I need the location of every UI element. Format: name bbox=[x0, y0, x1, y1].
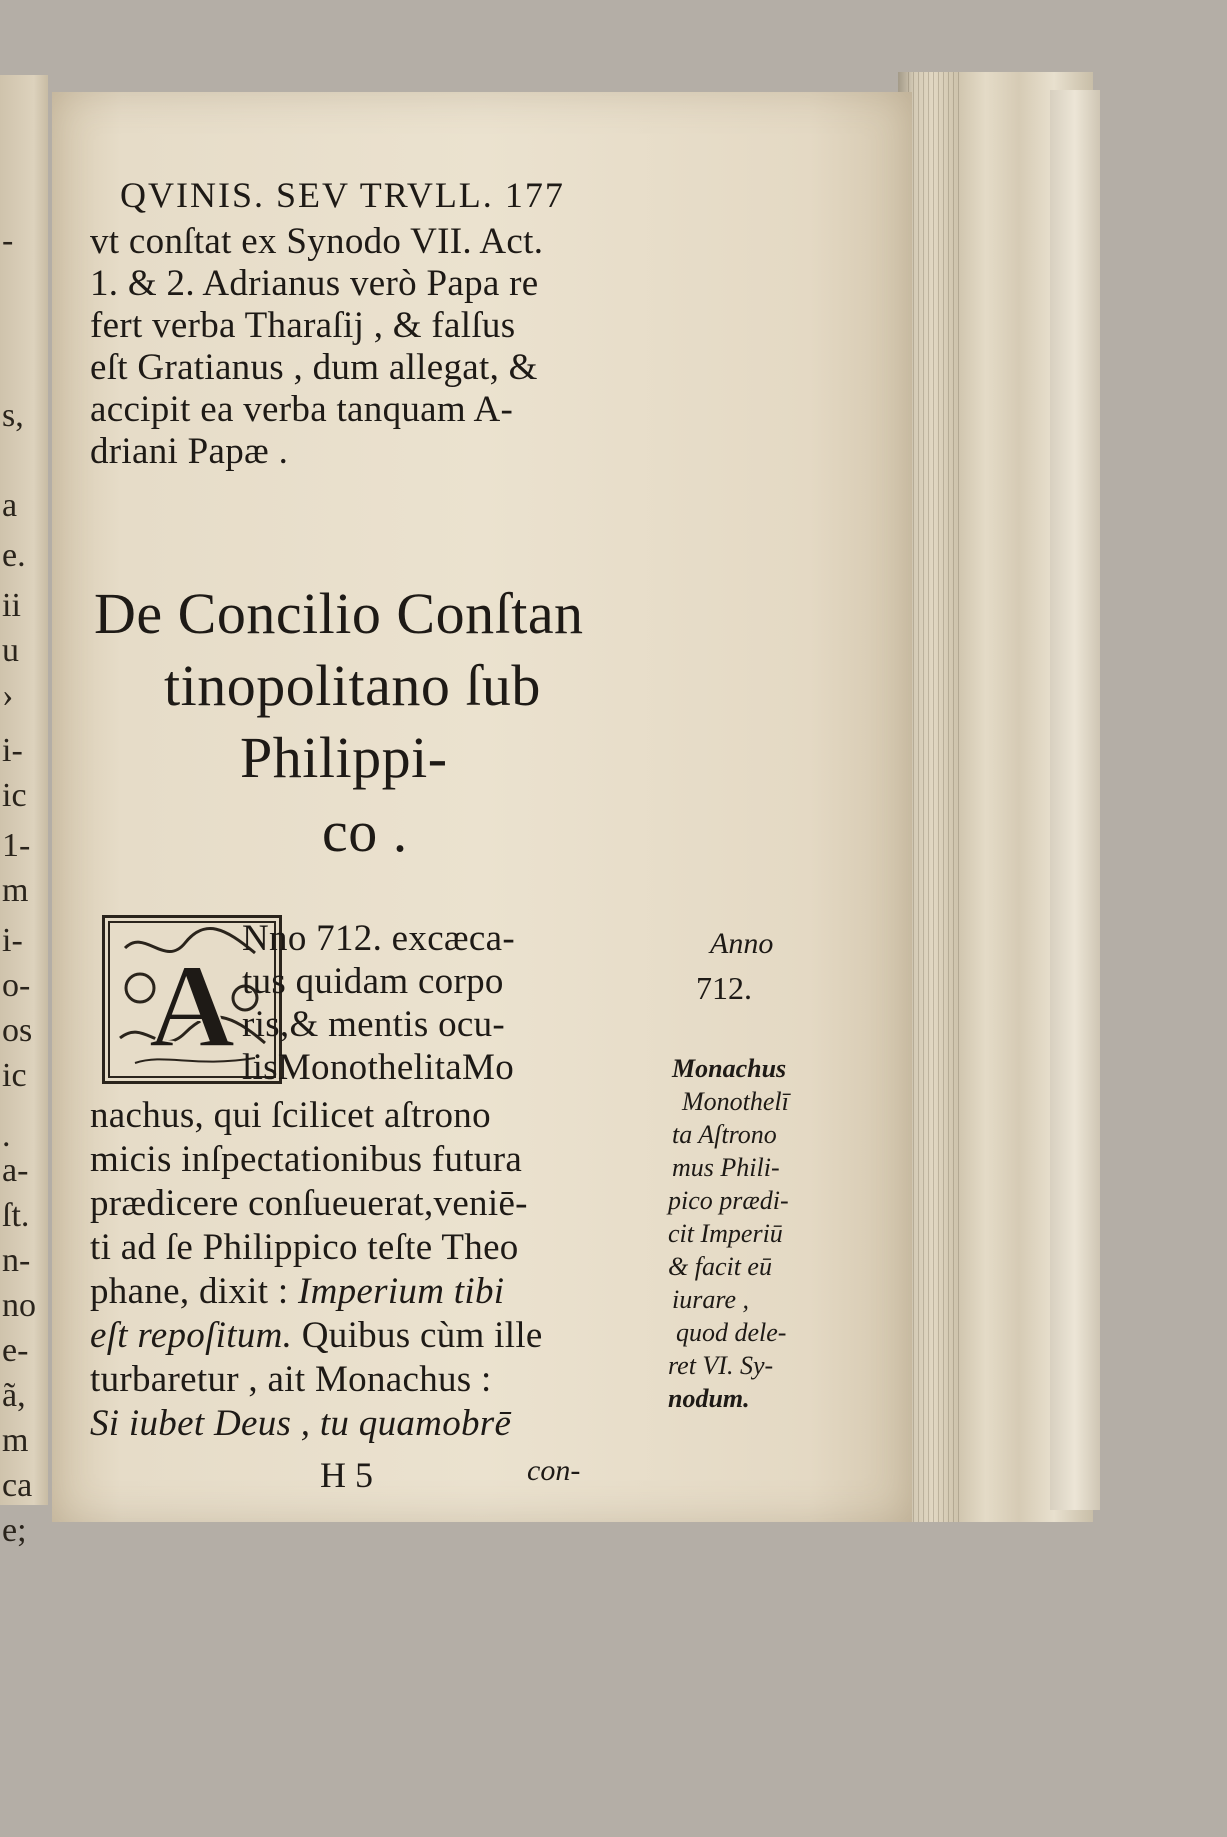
text-line: accipit ea verba tanquam A- bbox=[90, 389, 514, 430]
margin-char: e; bbox=[2, 1512, 27, 1549]
margin-char: no bbox=[2, 1287, 36, 1324]
catchword: con- bbox=[527, 1454, 581, 1487]
book-cover-edge bbox=[1050, 90, 1100, 1510]
marginal-line: nodum. bbox=[668, 1384, 750, 1413]
margin-char: m bbox=[2, 872, 29, 909]
margin-char: a- bbox=[2, 1152, 29, 1189]
margin-char: u bbox=[2, 632, 19, 669]
margin-char: ic bbox=[2, 777, 27, 814]
text-line: micis inſpectationibus futura bbox=[90, 1139, 523, 1180]
marginal-line: & facit eū bbox=[668, 1252, 772, 1281]
margin-char: e- bbox=[2, 1332, 29, 1369]
text-line: turbaretur , ait Monachus : bbox=[90, 1359, 492, 1400]
margin-char: ca bbox=[2, 1467, 33, 1504]
marginal-line: pico prædi- bbox=[668, 1186, 789, 1215]
italic-quote: eſt repoſitum. bbox=[90, 1315, 293, 1356]
margin-char: os bbox=[2, 1012, 33, 1049]
heading-line: co . bbox=[322, 799, 408, 864]
text-line: 1. & 2. Adrianus verò Papa re bbox=[90, 263, 539, 304]
text-line: nachus, qui ſcilicet aſtrono bbox=[90, 1095, 491, 1136]
text-line: lisMonothelitaMo bbox=[242, 1047, 515, 1088]
margin-char: ii bbox=[2, 587, 21, 624]
text-span: Quibus cùm ille bbox=[301, 1315, 543, 1356]
marginal-line: Monothelī bbox=[682, 1087, 789, 1116]
margin-char: n- bbox=[2, 1242, 31, 1279]
margin-char: o- bbox=[2, 967, 31, 1004]
marginal-line: ta Aſtrono bbox=[672, 1120, 777, 1149]
text-line: fert verba Tharaſij , & falſus bbox=[90, 305, 516, 346]
page-number: 177 bbox=[504, 175, 565, 215]
text-line: eſt Gratianus , dum allegat, & bbox=[90, 347, 538, 388]
margin-char: 1- bbox=[2, 827, 31, 864]
text-line: prædicere conſueuerat,veniē- bbox=[90, 1183, 528, 1224]
marginal-line: Anno bbox=[710, 927, 774, 960]
text-line: ti ad ſe Philippico teſte Theo bbox=[90, 1227, 519, 1268]
book-page bbox=[52, 92, 912, 1522]
marginal-line: 712. bbox=[696, 970, 752, 1006]
margin-char: m bbox=[2, 1422, 29, 1459]
text-line: tus quidam corpo bbox=[242, 961, 504, 1002]
marginal-line: cit Imperiū bbox=[668, 1219, 783, 1248]
margin-char: . bbox=[2, 1117, 11, 1154]
margin-char: ã, bbox=[2, 1377, 26, 1414]
marginal-line: Monachus bbox=[672, 1054, 787, 1083]
marginal-line: quod dele- bbox=[676, 1318, 787, 1347]
text-line bbox=[90, 1270, 504, 1313]
margin-char: › bbox=[2, 677, 14, 714]
margin-char: ic bbox=[2, 1057, 27, 1094]
signature-mark: H 5 bbox=[320, 1455, 373, 1495]
left-page-fragment bbox=[0, 75, 48, 1549]
text-line: ris,& mentis ocu- bbox=[242, 1004, 506, 1045]
heading-line: Philippi- bbox=[240, 725, 448, 790]
text-line: driani Papæ . bbox=[90, 431, 289, 472]
margin-char: s, bbox=[2, 397, 24, 434]
marginal-line: ret VI. Sy- bbox=[668, 1351, 774, 1380]
margin-char: e. bbox=[2, 537, 26, 574]
margin-char: ſt. bbox=[2, 1197, 30, 1234]
heading-line: tinopolitano ſub bbox=[164, 653, 541, 718]
margin-char: i- bbox=[2, 732, 23, 769]
marginal-line: iurare , bbox=[672, 1285, 750, 1314]
text-line: Si iubet Deus , tu quamobrē bbox=[90, 1403, 512, 1444]
margin-char: - bbox=[2, 222, 14, 259]
running-header bbox=[120, 174, 565, 216]
italic-quote: Imperium tibi bbox=[297, 1271, 505, 1312]
heading-line: De Concilio Conſtan bbox=[94, 581, 584, 646]
margin-char: a bbox=[2, 487, 18, 524]
text-line: Nno 712. excæca- bbox=[242, 918, 515, 959]
running-title: QVINIS. SEV TRVLL. bbox=[120, 175, 494, 215]
text-line bbox=[90, 1314, 543, 1357]
left-page-margin-characters bbox=[0, 75, 48, 1549]
text-line: vt conſtat ex Synodo VII. Act. bbox=[90, 221, 544, 262]
text-span: phane, dixit : bbox=[90, 1271, 289, 1312]
margin-char: i- bbox=[2, 922, 23, 959]
initial-letter: A bbox=[148, 939, 236, 1072]
marginal-line: mus Phili- bbox=[672, 1153, 780, 1182]
